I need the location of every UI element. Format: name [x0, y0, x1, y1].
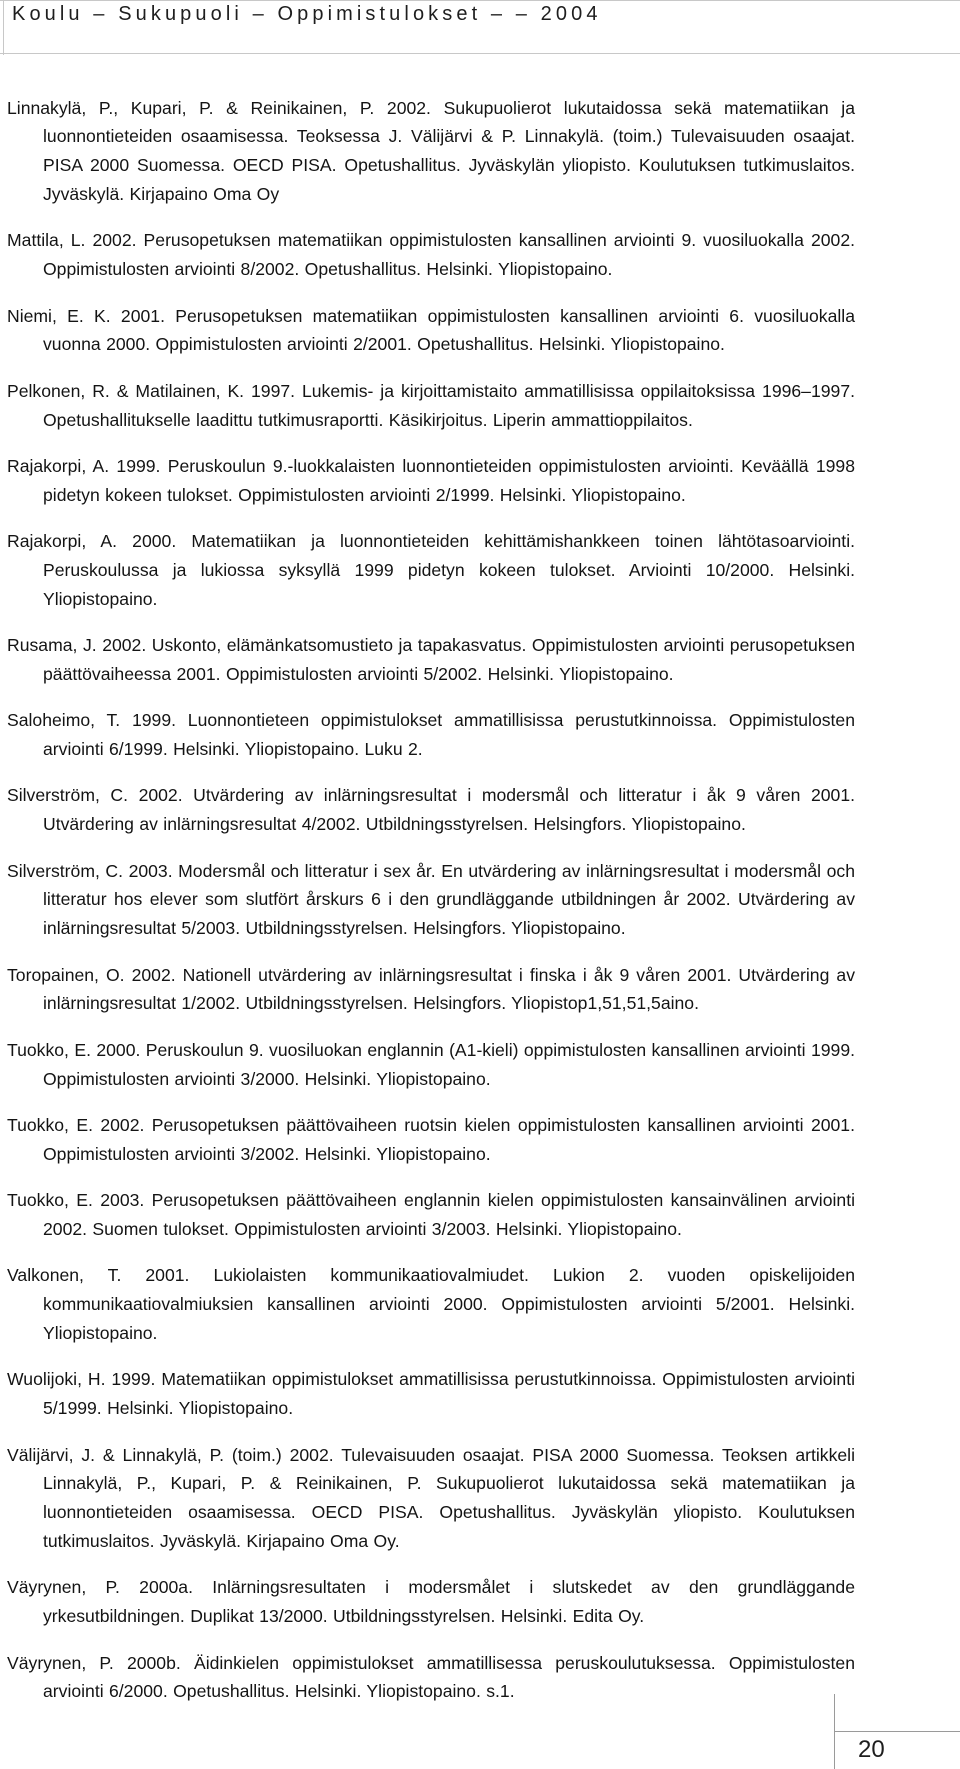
reference-entry: Rusama, J. 2002. Uskonto, elämänkatsomustieto ja tapakasvatus. Oppimistulosten arviointi perusopetuksen päättövaiheessa 2001. Oppimistulosten arviointi 5/2002. Helsinki. Yliopistopaino.	[7, 635, 855, 684]
reference-entry: Väyrynen, P. 2000b. Äidinkielen oppimistulokset ammatillisessa peruskoulutuksessa. Oppimistulosten arviointi 6/2000. Opetushallitus. Helsinki. Yliopistopaino. s.1.	[7, 1652, 855, 1702]
reference-entry: Tuokko, E. 2002. Perusopetuksen päättövaiheen ruotsin kielen oppimistulosten kansallinen arviointi 2001. Oppimistulosten arviointi 3/2002. Helsinki. Yliopistopaino.	[7, 1115, 855, 1164]
reference-entry: Silverström, C. 2003. Modersmål och litteratur i sex år. En utvärdering av inlärningsresultat i modersmål och litteratur hos elever som slutfört årskurs 6 i den grundläggande utbildningen år 2002. Utvärdering av inlärningsresultat 5/2003. Utbildningsstyrelsen. Helsingfors. Yliopistopaino.	[7, 860, 855, 939]
header-title: Koulu – Sukupuoli – Oppimistulokset – – 2004	[12, 3, 602, 25]
reference-entry: Saloheimo, T. 1999. Luonnontieteen oppimistulokset ammatillisissa perustutkinnoissa. Oppimistulosten arviointi 6/1999. Helsinki. Yliopistopaino. Luku 2.	[7, 710, 855, 760]
reference-entry: Väyrynen, P. 2000a. Inlärningsresultaten i modersmålet i slutskedet av den grundläggande yrkesutbildningen. Duplikat 13/2000. Utbildningsstyrelsen. Helsinki. Edita Oy.	[7, 1577, 855, 1627]
reference-entry: Välijärvi, J. & Linnakylä, P. (toim.) 2002. Tulevaisuuden osaajat. PISA 2000 Suomessa. Teoksen artikkeli Linnakylä, P., Kupari, P. & Reinikainen, P. Sukupuolierot lukutaidossa sekä matematiikan ja luonnontieteiden osaamisessa. OECD PISA. Opetushallitus. Jyväskylän yliopisto. Koulutuksen tutkimuslaitos. Jyväskylä. Kirjapaino Oma Oy.	[7, 1444, 855, 1551]
reference-entry: Wuolijoki, H. 1999. Matematiikan oppimistulokset ammatillisissa perustutkinnoissa. Oppimistulosten arviointi 5/1999. Helsinki. Yliopistopaino.	[7, 1369, 855, 1419]
reference-entry: Rajakorpi, A. 1999. Peruskoulun 9.-luokkalaisten luonnontieteiden oppimistulosten arviointi. Keväällä 1998 pidetyn kokeen tulokset. Oppimistulosten arviointi 2/1999. Helsinki. Yliopistopaino.	[7, 455, 855, 505]
reference-list	[7, 76, 855, 1715]
footer-horizontal-rule	[834, 1731, 960, 1732]
reference-entry: Pelkonen, R. & Matilainen, K. 1997. Lukemis- ja kirjoittamistaito ammatillisissa oppilaitoksissa 1996–1997. Opetushallitukselle laadittu tutkimusraportti. Käsikirjoitus. Liperin ammattioppilaitos.	[7, 380, 855, 430]
reference-entry: Silverström, C. 2002. Utvärdering av inlärningsresultat i modersmål och litteratur i åk 9 våren 2001. Utvärdering av inlärningsresultat 4/2002. Utbildningsstyrelsen. Helsingfors. Yliopistopaino.	[7, 785, 855, 835]
running-header	[0, 0, 960, 54]
reference-entry: Tuokko, E. 2003. Perusopetuksen päättövaiheen englannin kielen oppimistulosten kansainvälinen arviointi 2002. Suomen tulokset. Oppimistulosten arviointi 3/2003. Helsinki. Yliopistopaino.	[7, 1190, 855, 1240]
page-number: 20	[858, 1736, 885, 1763]
reference-entry: Rajakorpi, A. 2000. Matematiikan ja luonnontieteiden kehittämishankkeen toinen lähtötasoarviointi. Peruskoulussa ja lukiossa syksyllä 1999 pidetyn kokeen tulokset. Arviointi 10/2000. Helsinki. Yliopistopaino.	[7, 531, 855, 609]
reference-entry: Tuokko, E. 2000. Peruskoulun 9. vuosiluokan englannin (A1-kieli) oppimistulosten kansallinen arviointi 1999. Oppimistulosten arviointi 3/2000. Helsinki. Yliopistopaino.	[7, 1039, 855, 1089]
reference-entry: Toropainen, O. 2002. Nationell utvärdering av inlärningsresultat i finska i åk 9 våren 2001. Utvärdering av inlärningsresultat 1/2002. Utbildningsstyrelsen. Helsingfors. Yliopistop1,51,51,5aino.	[7, 964, 855, 1014]
reference-entry: Linnakylä, P., Kupari, P. & Reinikainen, P. 2002. Sukupuolierot lukutaidossa sekä matematiikan ja luonnontieteiden osaamisessa. Teoksessa J. Välijärvi & P. Linnakylä. (toim.) Tulevaisuuden osaajat. PISA 2000 Suomessa. OECD PISA. Opetushallitus. Jyväskylän yliopisto. Koulutuksen tutkimuslaitos. Jyväskylä. Kirjapaino Oma Oy	[7, 97, 855, 204]
reference-entry: Niemi, E. K. 2001. Perusopetuksen matematiikan oppimistulosten kansallinen arviointi 6. vuosiluokalla vuonna 2000. Oppimistulosten arviointi 2/2001. Opetushallitus. Helsinki. Yliopistopaino.	[7, 305, 855, 355]
reference-entry: Mattila, L. 2002. Perusopetuksen matematiikan oppimistulosten kansallinen arviointi 9. vuosiluokalla 2002. Oppimistulosten arviointi 8/2002. Opetushallitus. Helsinki. Yliopistopaino.	[7, 230, 855, 280]
header-left-rule	[3, 1, 4, 55]
reference-entry: Valkonen, T. 2001. Lukiolaisten kommunikaatiovalmiudet. Lukion 2. vuoden opiskelijoiden kommunikaatiovalmiuksien kansallinen arviointi 2000. Oppimistulosten arviointi 5/2001. Helsinki. Yliopistopaino.	[7, 1265, 855, 1343]
